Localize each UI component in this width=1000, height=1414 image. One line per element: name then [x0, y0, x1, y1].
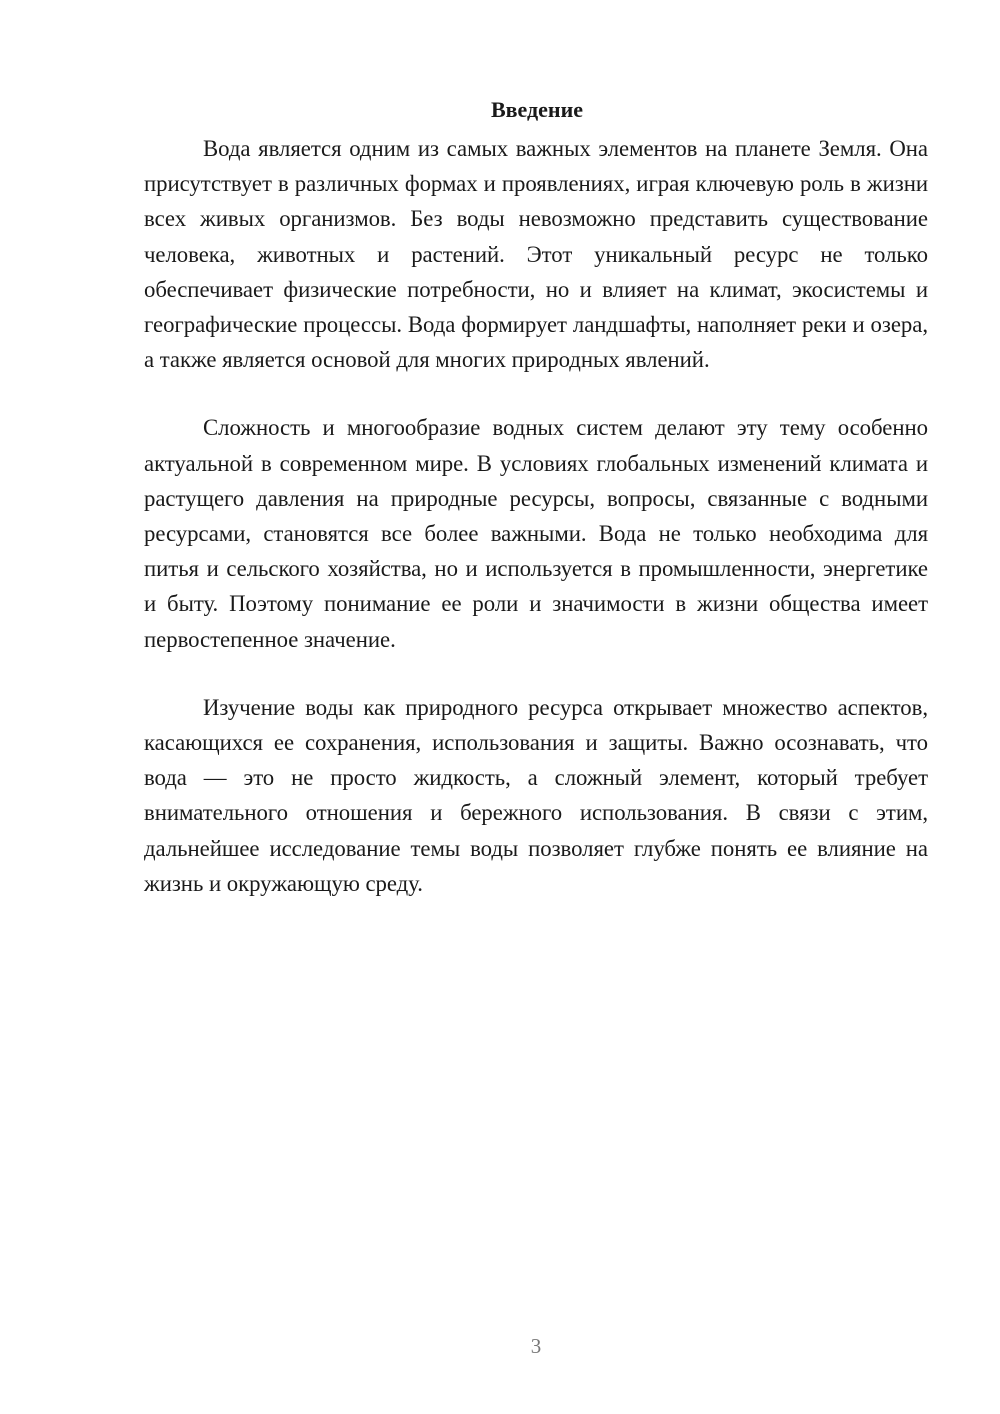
page-number: 3: [530, 1334, 542, 1358]
section-title: Введение: [490, 97, 584, 122]
paragraph: Сложность и многообразие водных систем делают эту тему особенно актуальной в современном мире. В условиях глобальных изменений климата и растущего давления на природные ресурсы, вопросы, связанные с водными ресурсами, становятся все более важными. Вода не только необходима для питья и сельского хозяйства, но и используется в промышленности, энергетике и быту. Поэтому понимание ее роли и значимости в жизни общества имеет первостепенное значение.: [144, 415, 928, 652]
page-content: [144, 92, 928, 934]
paragraph: Вода является одним из самых важных элементов на планете Земля. Она присутствует в различных формах и проявлениях, играя ключевую роль в жизни всех живых организмов. Без воды невозможно представить существование человека, животных и растений. Этот уникальный ресурс не только обеспечивает физические потребности, но и влияет на климат, экосистемы и географические процессы. Вода формирует ландшафты, наполняет реки и озера, а также является основой для многих природных явлений.: [144, 136, 928, 373]
paragraph: Изучение воды как природного ресурса открывает множество аспектов, касающихся ее сохранения, использования и защиты. Важно осознавать, что вода — это не просто жидкость, а сложный элемент, который требует внимательного отношения и бережного использования. В связи с этим, дальнейшее исследование темы воды позволяет глубже понять ее влияние на жизнь и окружающую среду.: [144, 694, 928, 896]
